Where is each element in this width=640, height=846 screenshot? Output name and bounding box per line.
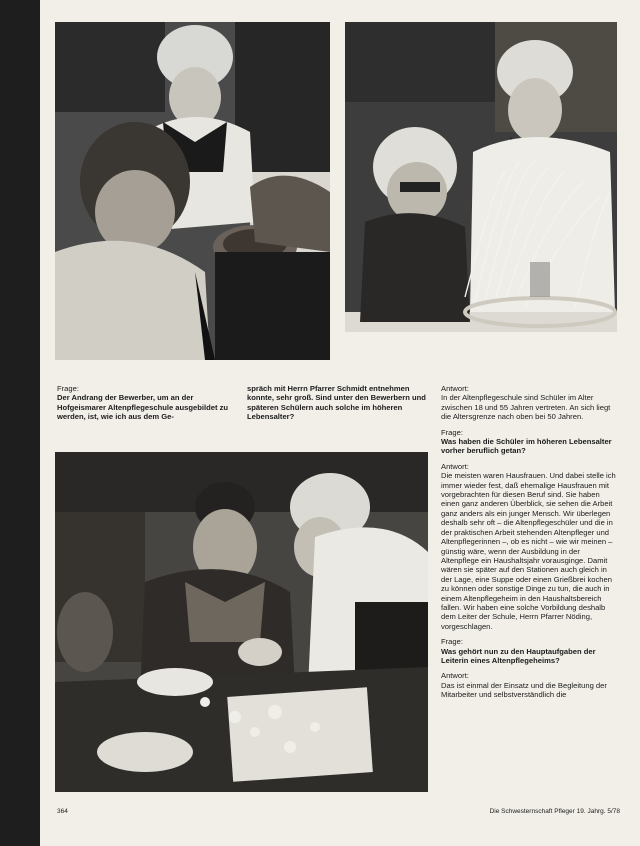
question-text-part2: spräch mit Herrn Pfarrer Schmidt entnehmen konnte, sehr groß. Sind unter den Bewerbern und späteren Schülern auch solche im höheren Lebensalter? — [247, 384, 426, 422]
magazine-page — [40, 0, 640, 846]
photo-women-decorating-table — [55, 452, 428, 792]
dark-scan-edge — [0, 0, 40, 846]
photo-women-with-wicker-frame — [345, 22, 617, 332]
caption-column-left — [57, 384, 242, 422]
question-label: Frage: — [441, 637, 463, 647]
answer-label: Antwort: — [441, 461, 469, 471]
question-text: Was haben die Schüler im höheren Lebensalter vorher beruflich getan? — [441, 437, 612, 456]
answer-text: Die meisten waren Hausfrauen. Und dabei stelle ich immer wieder fest, daß ehemalige Hausfrauen mit vorgebrachten für diesen Beruf sind. Sie haben einen ganz anderen Überblick, sie sehen die Arbeit ganz anders als ein junger Mensch. Wir überlegen deshalb sehr oft – die Altenpflegeschüler und die in der praktischen Arbeit stehenden Altenpfleger und Altenpflegerinnen –, ob es nicht – wie wir meinen – günstig wäre, wenn der Ausbildung in der Altenpflege ein Haushaltsjahr vorausginge. Damit wären sie später auf den Stationen auch gleich in der Lage, eine Suppe oder einen Grießbrei kochen zu können oder sonstige Dinge zu tun, die auch in einem Altenpflegeheim in den Haushaltsbereich fallen. Wir haben eine solche Vorbildung deshalb dem Leiter der Schule, Herrn Pfarrer Nöding, vorgeschlagen. — [441, 471, 616, 631]
question-text: Was gehört nun zu den Hauptaufgaben der Leiterin eines Altenpflegeheims? — [441, 646, 596, 665]
answer-text: In der Altenpflegeschule sind Schüler im Alter zwischen 18 und 55 Jahren vertreten. An sich liegt die Altersgrenze nach oben bei 50 Jahren. — [441, 393, 611, 422]
answer-text: Das ist einmal der Einsatz und die Begleitung der Mitarbeiter und selbstverständlich die — [441, 680, 607, 700]
answer-label: Antwort: — [441, 671, 469, 681]
question-label: Frage: — [441, 427, 463, 437]
photo-woman-holding-plate — [55, 22, 330, 360]
question-text-part1: Der Andrang der Bewerber, um an der Hofgeismarer Altenpflegeschule ausgebildet zu werden, ist, wie ich aus dem Ge- — [57, 393, 229, 422]
answer-label: Antwort: — [441, 384, 469, 393]
caption-column-middle — [247, 384, 430, 422]
question-label: Frage: — [57, 384, 79, 393]
page-number: 364 — [57, 808, 68, 815]
journal-footer: Die Schwesternschaft Pfleger 19. Jahrg. 5/78 — [489, 808, 620, 815]
article-column-right — [441, 384, 619, 706]
